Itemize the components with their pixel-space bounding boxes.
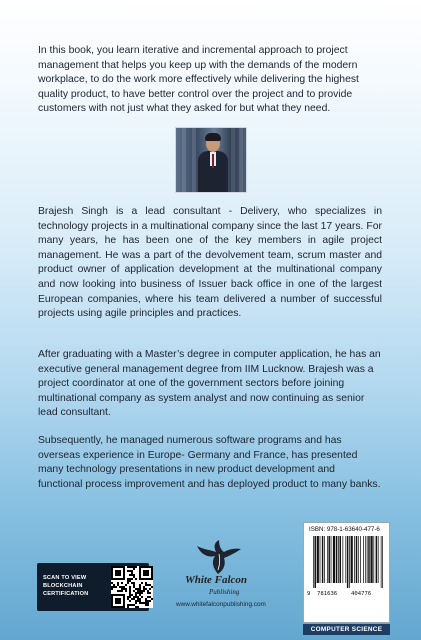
book-summary-paragraph: In this book, you learn iterative and incremental approach to project management that helps you keep up with the demands of the modern workplace, to do the work more effectively while delivering the highest quality product, to have better control over the project and to provide customers with not just what they asked for but what they need.	[38, 45, 359, 115]
author-experience-paragraph: Subsequently, he managed numerous software programs and has overseas experience in Europe- Germany and France, has presented many technology presentations in new product development and functional process improvement and has deployed product to many banks.	[38, 435, 381, 490]
falcon-icon	[193, 540, 243, 576]
publisher-website-link[interactable]: www.whitefalconpublishing.com	[176, 601, 266, 608]
author-photo	[175, 127, 247, 193]
category-label: COMPUTER SCIENCE	[303, 624, 390, 635]
author-education-paragraph: After graduating with a Master’s degree in computer application, he has an executive general management degree from IIM Lucknow. Brajesh was a project coordinator at one of the government sectors before joining multinational company as system analyst and now continuing as senior lead consultant.	[38, 349, 381, 419]
publisher-logo	[175, 540, 265, 626]
barcode-panel	[303, 522, 390, 623]
publisher-sub: Publishing	[209, 588, 240, 596]
author-bio-paragraph: Brajesh Singh is a lead consultant - Delivery, who specializes in technology projects in a multinational company since the last 17 years. For many years, he has been one of the key members in agile project management. He was a part of the devolvement team, scrum master and product owner of application development at the multinational company and now looking into business of Issuer back office in one of the largest European companies, where his team delivered a number of successful projects using agile principles and practices.	[38, 206, 382, 320]
barcode-icon	[313, 536, 383, 588]
qr-code-icon[interactable]	[111, 566, 153, 608]
barcode-digits-left: 781636	[317, 591, 338, 597]
barcode-digit-lead: 9	[307, 591, 311, 597]
blockchain-certification-badge[interactable]	[37, 563, 149, 611]
blockchain-label: SCAN TO VIEW BLOCKCHAIN CERTIFICATION	[43, 575, 89, 597]
publisher-name: White Falcon	[185, 574, 248, 586]
isbn-text: ISBN: 978-1-63640-477-6	[309, 526, 380, 533]
barcode-digits-right: 404776	[351, 591, 372, 597]
